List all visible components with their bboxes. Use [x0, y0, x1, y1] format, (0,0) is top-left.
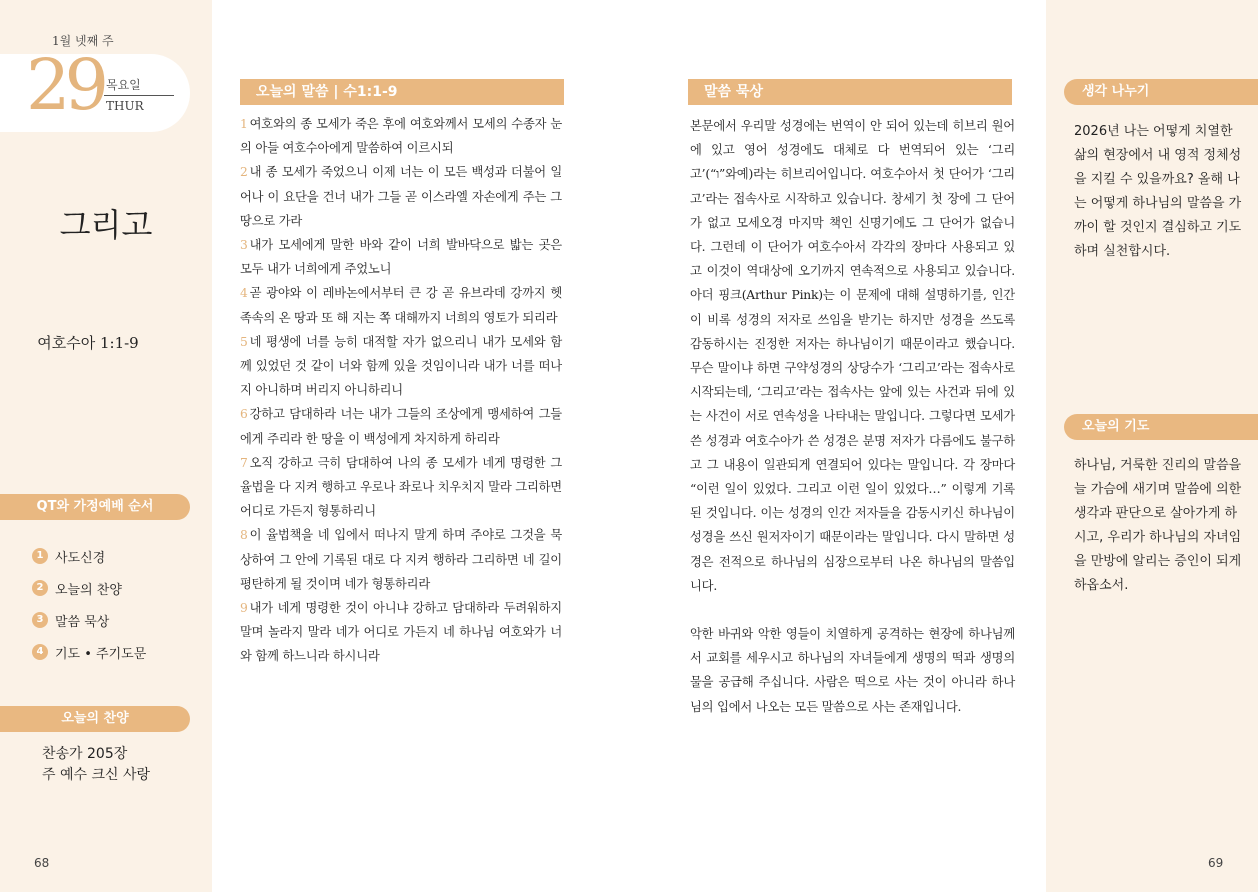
scripture-heading: 오늘의 말씀 | 수1:1-9 — [240, 79, 564, 105]
meditation-text — [690, 114, 1015, 719]
share-text: 2026년 나는 어떻게 치열한 삶의 현장에서 내 영적 정체성을 지킬 수 있을까요? 올해 나는 어떻게 하나님의 말씀을 가까이 할 것인지 결심하고 기도하며 실천합시다. — [1074, 124, 1242, 259]
verse-text: 여호와의 종 모세가 죽은 후에 여호와께서 모세의 수종자 눈의 아들 여호수아에게 말씀하여 이르시되 — [240, 117, 562, 156]
scripture-verse — [240, 523, 562, 596]
meditation-paragraph: 악한 바귀와 악한 영들이 치열하게 공격하는 현장에 하나님께서 교회를 세우시고 하나님의 자녀들에게 생명의 떡과 생명의 물을 공급해 주십니다. 사람은 떡으로 사는 것이 아니라 하나님의 입에서 나오는 모든 말씀으로 사는 존재입니다. — [690, 627, 1015, 714]
week-label: 1월 넷째 주 — [52, 34, 114, 48]
verse-number: 9 — [240, 601, 248, 616]
order-heading: QT와 가정예배 순서 — [0, 494, 190, 520]
prayer-text: 하나님, 거룩한 진리의 말씀을 늘 가슴에 새기며 말씀에 의한 생각과 판단으로 살아가게 하시고, 우리가 하나님의 자녀임을 만방에 알리는 증인이 되게 하옵소서. — [1074, 458, 1242, 593]
order-item — [32, 636, 146, 668]
verse-text: 네 평생에 너를 능히 대적할 자가 없으리니 내가 모세와 함께 있었던 것 같이 너와 함께 있을 것임이니라 내가 너를 떠나지 아니하며 버리지 아니하리니 — [240, 334, 562, 398]
page-number-right: 69 — [1208, 856, 1224, 870]
hymn-title: 주 예수 크신 사랑 — [42, 767, 151, 783]
scripture-verse — [240, 451, 562, 524]
order-item — [32, 572, 146, 604]
order-item — [32, 604, 146, 636]
verse-number: 4 — [240, 286, 248, 301]
verse-number: 6 — [240, 407, 248, 422]
verse-text: 내가 모세에게 말한 바와 같이 너희 발바닥으로 밟는 곳은 모두 내가 너희에게 주었노니 — [240, 238, 562, 277]
scripture-verse — [240, 112, 562, 160]
order-item-label: 오늘의 찬양 — [55, 582, 122, 598]
verse-number: 3 — [240, 238, 248, 253]
verse-number: 2 — [240, 165, 248, 180]
prayer-heading: 오늘의 기도 — [1064, 414, 1258, 440]
order-number-badge: 3 — [32, 612, 48, 628]
verse-number: 7 — [240, 455, 248, 470]
hymn-heading: 오늘의 찬양 — [0, 706, 190, 732]
scripture-verse — [240, 233, 562, 281]
order-item-label: 기도 • 주기도문 — [55, 646, 147, 662]
page-number-left: 68 — [34, 856, 50, 870]
hymn-number: 찬송가 205장 — [42, 746, 128, 762]
verse-text: 내 종 모세가 죽었으니 이제 너는 이 모든 백성과 더불어 일어나 이 요단을 건너 내가 그들 곧 이스라엘 자손에게 주는 그 땅으로 가라 — [240, 165, 562, 228]
scripture-verse — [240, 402, 562, 450]
meditation-heading: 말씀 묵상 — [688, 79, 1012, 105]
page-title: 그리고 — [59, 206, 153, 244]
order-list — [32, 540, 146, 668]
meditation-paragraph: 본문에서 우리말 성경에는 번역이 안 되어 있는데 히브리 원어에 있고 영어 성경에도 대체로 다 번역되어 있는 ‘그리고’(“ו”와예)라는 히브리어입니다. 여호수아서 첫 단어가 ‘그리고’라는 접속사로 시작하고 있습니다. 창세기 첫 장에 그 단어가 없고 모세오경 마지막 책인 신명기에도 그 단어가 없습니다. 그런데 이 단어가 여호수아서 각각의 장마다 사용되고 있고 이것이 역대상에 오기까지 연속적으로 사용되고 있습니다. 아더 핑크(Arthur Pink)는 이 문제에 대해 설명하기를, 인간이 비록 성경의 저자로 쓰임을 받기는 하지만 성경을 쓰도록 감동하시는 진정한 저자는 하나님이기 때문이라고 했습니다. 무슨 말이냐 하면 구약성경의 상당수가 ‘그리고’라는 접속사로 시작되는데, ‘그리고’라는 접속사는 앞에 있는 사건과 뒤에 있는 사건이 서로 연속성을 나타내는 말입니다. 그렇다면 모세가 쓴 성경과 여호수아가 쓴 성경은 분명 저자가 다름에도 불구하고 그 내용이 일관되게 연결되어 있다는 말입니다. 각 장마다 “이런 일이 있었다. 그리고 이런 일이 있었다…” 이렇게 기록된 것입니다. 이는 성경의 인간 저자들을 감동시키신 하나님이 성경을 쓰신 원저자이기 때문이라는 말입니다. 다시 말하면 성경은 전적으로 하나님의 심장으로부터 나온 하나님의 말씀입니다. — [690, 119, 1015, 593]
scripture-reference: 여호수아 1:1-9 — [37, 334, 139, 352]
verse-number: 5 — [240, 334, 248, 349]
verse-text: 곧 광야와 이 레바논에서부터 큰 강 곧 유브라데 강까지 헷 족속의 온 땅과 또 해 지는 쪽 대해까지 너희의 영토가 되리라 — [240, 286, 562, 325]
scripture-verse — [240, 596, 562, 669]
order-number-badge: 2 — [32, 580, 48, 596]
scripture-text — [240, 112, 562, 669]
order-number-badge: 4 — [32, 644, 48, 660]
scripture-verse — [240, 160, 562, 233]
order-item-label: 사도신경 — [55, 550, 106, 566]
verse-text: 오직 강하고 극히 담대하여 나의 종 모세가 네게 명령한 그 율법을 다 지켜 행하고 우로나 좌로나 치우치지 말라 그리하면 어디로 가든지 형통하리니 — [240, 455, 562, 519]
verse-text: 내가 네게 명령한 것이 아니냐 강하고 담대하라 두려워하지 말며 놀라지 말라 네가 어디로 가든지 네 하나님 여호와가 너와 함께 하느니라 하시니라 — [240, 601, 562, 664]
order-item-label: 말씀 묵상 — [55, 614, 110, 630]
share-heading: 생각 나누기 — [1064, 79, 1258, 105]
verse-text: 강하고 담대하라 너는 내가 그들의 조상에게 맹세하여 그들에게 주리라 한 땅을 이 백성에게 차지하게 하리라 — [240, 407, 562, 446]
scripture-verse — [240, 330, 562, 403]
order-number-badge: 1 — [32, 548, 48, 564]
scripture-verse — [240, 281, 562, 329]
weekday-korean: 목요일 — [106, 78, 141, 92]
verse-number: 1 — [240, 117, 248, 131]
day-number: 29 — [26, 44, 104, 126]
verse-text: 이 율법책을 네 입에서 떠나지 말게 하며 주야로 그것을 묵상하여 그 안에 기록된 대로 다 지켜 행하라 그리하면 네 길이 평탄하게 될 것이며 네가 형통하리라 — [240, 528, 562, 591]
hymn-info — [42, 744, 150, 786]
verse-number: 8 — [240, 528, 248, 543]
weekday-english: THUR — [106, 99, 144, 113]
order-item — [32, 540, 146, 572]
date-divider — [104, 95, 174, 96]
